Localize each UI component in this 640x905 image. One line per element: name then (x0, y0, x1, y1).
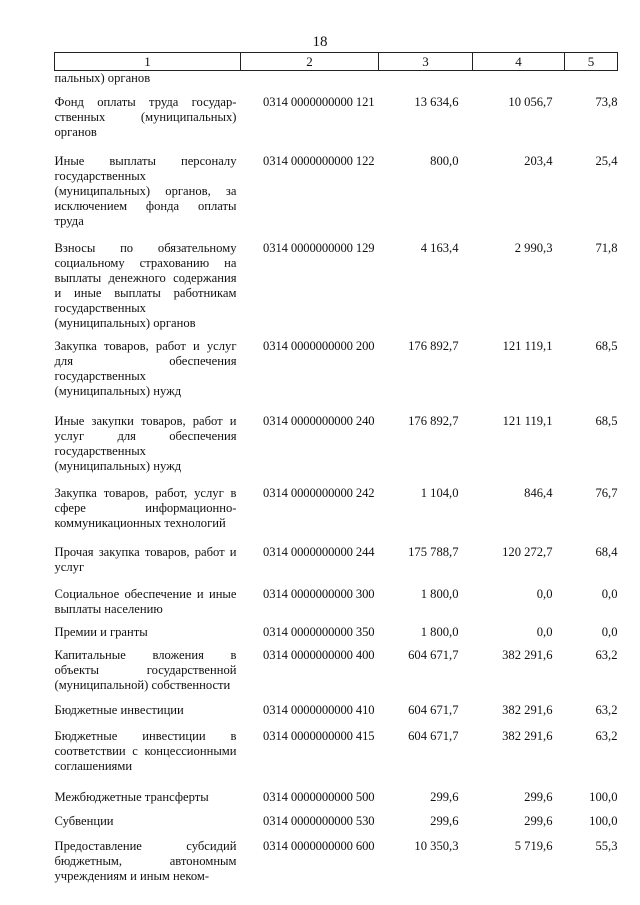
row-value-percent: 68,4 (595, 545, 618, 559)
row-value-planned: 1 800,0 (420, 625, 459, 639)
row-code: 0314 0000000000 350 (263, 625, 375, 639)
row-value-planned: 604 671,7 (408, 729, 459, 743)
row-value-planned: 10 350,3 (414, 839, 459, 853)
row-code: 0314 0000000000 500 (263, 790, 375, 804)
row-value-percent: 71,8 (595, 241, 618, 255)
table-header (55, 53, 618, 71)
row-name: Социальное обеспечение и иные выплаты населению (54, 587, 237, 616)
row-value-planned: 604 671,7 (408, 648, 459, 662)
table-row (55, 790, 618, 814)
row-value-executed: 120 272,7 (502, 545, 553, 559)
row-value-planned: 176 892,7 (408, 414, 459, 428)
row-value-executed: 121 119,1 (502, 414, 553, 428)
row-name: Премии и гранты (54, 625, 148, 639)
row-value-executed: 2 990,3 (514, 241, 553, 255)
row-value-percent: 100,0 (589, 814, 618, 828)
row-value-percent: 55,3 (595, 839, 618, 853)
row-value-planned: 604 671,7 (408, 703, 459, 717)
row-value-percent: 76,7 (595, 486, 618, 500)
header-col-1: 1 (55, 53, 241, 71)
table-row (55, 625, 618, 648)
row-value-planned: 4 163,4 (420, 241, 459, 255)
row-name: Прочая закупка товаров, работ и услуг (54, 545, 237, 574)
row-code: 0314 0000000000 600 (263, 839, 375, 853)
row-value-executed: 203,4 (524, 154, 553, 168)
header-col-5: 5 (565, 53, 618, 71)
row-value-executed: 0,0 (536, 625, 553, 639)
table-row (55, 729, 618, 790)
budget-table (54, 52, 618, 884)
table-row (55, 814, 618, 839)
header-row (55, 53, 618, 71)
row-name: Закупка товаров, работ и услуг для обеспечения государственных (муниципальных) нужд (54, 339, 237, 398)
row-value-executed: 299,6 (524, 814, 553, 828)
row-name: Иные закупки товаров, работ и услуг для обеспечения государственных (муниципальных) нужд (54, 414, 237, 473)
row-name: Закупка товаров, работ, услуг в сфере информационно-коммуникационных технологий (54, 486, 237, 530)
table-row (55, 545, 618, 587)
page-number: 18 (312, 34, 328, 50)
row-value-executed: 10 056,7 (508, 95, 553, 109)
row-code: 0314 0000000000 129 (263, 241, 375, 255)
row-value-percent: 63,2 (595, 648, 618, 662)
row-code: 0314 0000000000 244 (263, 545, 375, 559)
row-value-planned: 1 800,0 (420, 587, 459, 601)
table-body (55, 71, 618, 885)
row-name: Иные выплаты персоналу государственных (муниципальных) органов, за исключением фонда оплаты труда (54, 154, 237, 228)
row-value-planned: 800,0 (430, 154, 459, 168)
table-row (55, 339, 618, 414)
row-code: 0314 0000000000 415 (263, 729, 375, 743)
row-value-percent: 63,2 (595, 703, 618, 717)
row-value-executed: 846,4 (524, 486, 553, 500)
row-name: Субвенции (54, 814, 114, 828)
row-value-executed: 121 119,1 (502, 339, 553, 353)
header-col-4: 4 (473, 53, 565, 71)
row-name: Предоставление субсидий бюджетным, автономным учреждениям и иным неком- (54, 839, 237, 883)
row-value-executed: 382 291,6 (502, 703, 553, 717)
row-value-percent: 0,0 (601, 587, 618, 601)
table-row (55, 587, 618, 625)
row-value-planned: 175 788,7 (408, 545, 459, 559)
table-row (55, 241, 618, 339)
table-row (55, 703, 618, 729)
table-row (55, 486, 618, 545)
row-code: 0314 0000000000 121 (263, 95, 375, 109)
row-code: 0314 0000000000 240 (263, 414, 375, 428)
row-value-executed: 299,6 (524, 790, 553, 804)
table-row (55, 648, 618, 703)
row-value-planned: 1 104,0 (420, 486, 459, 500)
row-name: Фонд оплаты труда государ-ственных (муниципальных) органов (54, 95, 237, 139)
continuation-row (55, 71, 618, 96)
row-code: 0314 0000000000 300 (263, 587, 375, 601)
row-code: 0314 0000000000 410 (263, 703, 375, 717)
row-value-planned: 299,6 (430, 790, 459, 804)
row-value-planned: 176 892,7 (408, 339, 459, 353)
row-code: 0314 0000000000 200 (263, 339, 375, 353)
row-code: 0314 0000000000 400 (263, 648, 375, 662)
table-row (55, 414, 618, 486)
row-value-percent: 63,2 (595, 729, 618, 743)
row-value-executed: 382 291,6 (502, 729, 553, 743)
row-value-percent: 68,5 (595, 339, 618, 353)
row-name: Межбюджетные трансферты (54, 790, 209, 804)
row-name: Бюджетные инвестиции (54, 703, 184, 717)
row-code: 0314 0000000000 242 (263, 486, 375, 500)
row-value-percent: 0,0 (601, 625, 618, 639)
row-value-percent: 25,4 (595, 154, 618, 168)
row-value-percent: 73,8 (595, 95, 618, 109)
table-row (55, 839, 618, 884)
row-value-executed: 5 719,6 (514, 839, 553, 853)
header-col-2: 2 (241, 53, 379, 71)
continuation-text: пальных) органов (54, 71, 151, 85)
row-value-executed: 0,0 (536, 587, 553, 601)
table-row (55, 95, 618, 154)
row-value-planned: 13 634,6 (414, 95, 459, 109)
row-code: 0314 0000000000 122 (263, 154, 375, 168)
row-name: Бюджетные инвестиции в соответствии с концессионными соглашениями (54, 729, 237, 773)
header-col-3: 3 (379, 53, 473, 71)
row-value-percent: 68,5 (595, 414, 618, 428)
row-name: Капитальные вложения в объекты государственной (муниципальной) собственности (54, 648, 237, 692)
row-value-percent: 100,0 (589, 790, 618, 804)
row-value-planned: 299,6 (430, 814, 459, 828)
row-code: 0314 0000000000 530 (263, 814, 375, 828)
row-name: Взносы по обязательному социальному страхованию на выплаты денежного содержания и иные выплаты работникам государственных (муниципальных) органов (54, 241, 237, 330)
row-value-executed: 382 291,6 (502, 648, 553, 662)
table-row (55, 154, 618, 241)
